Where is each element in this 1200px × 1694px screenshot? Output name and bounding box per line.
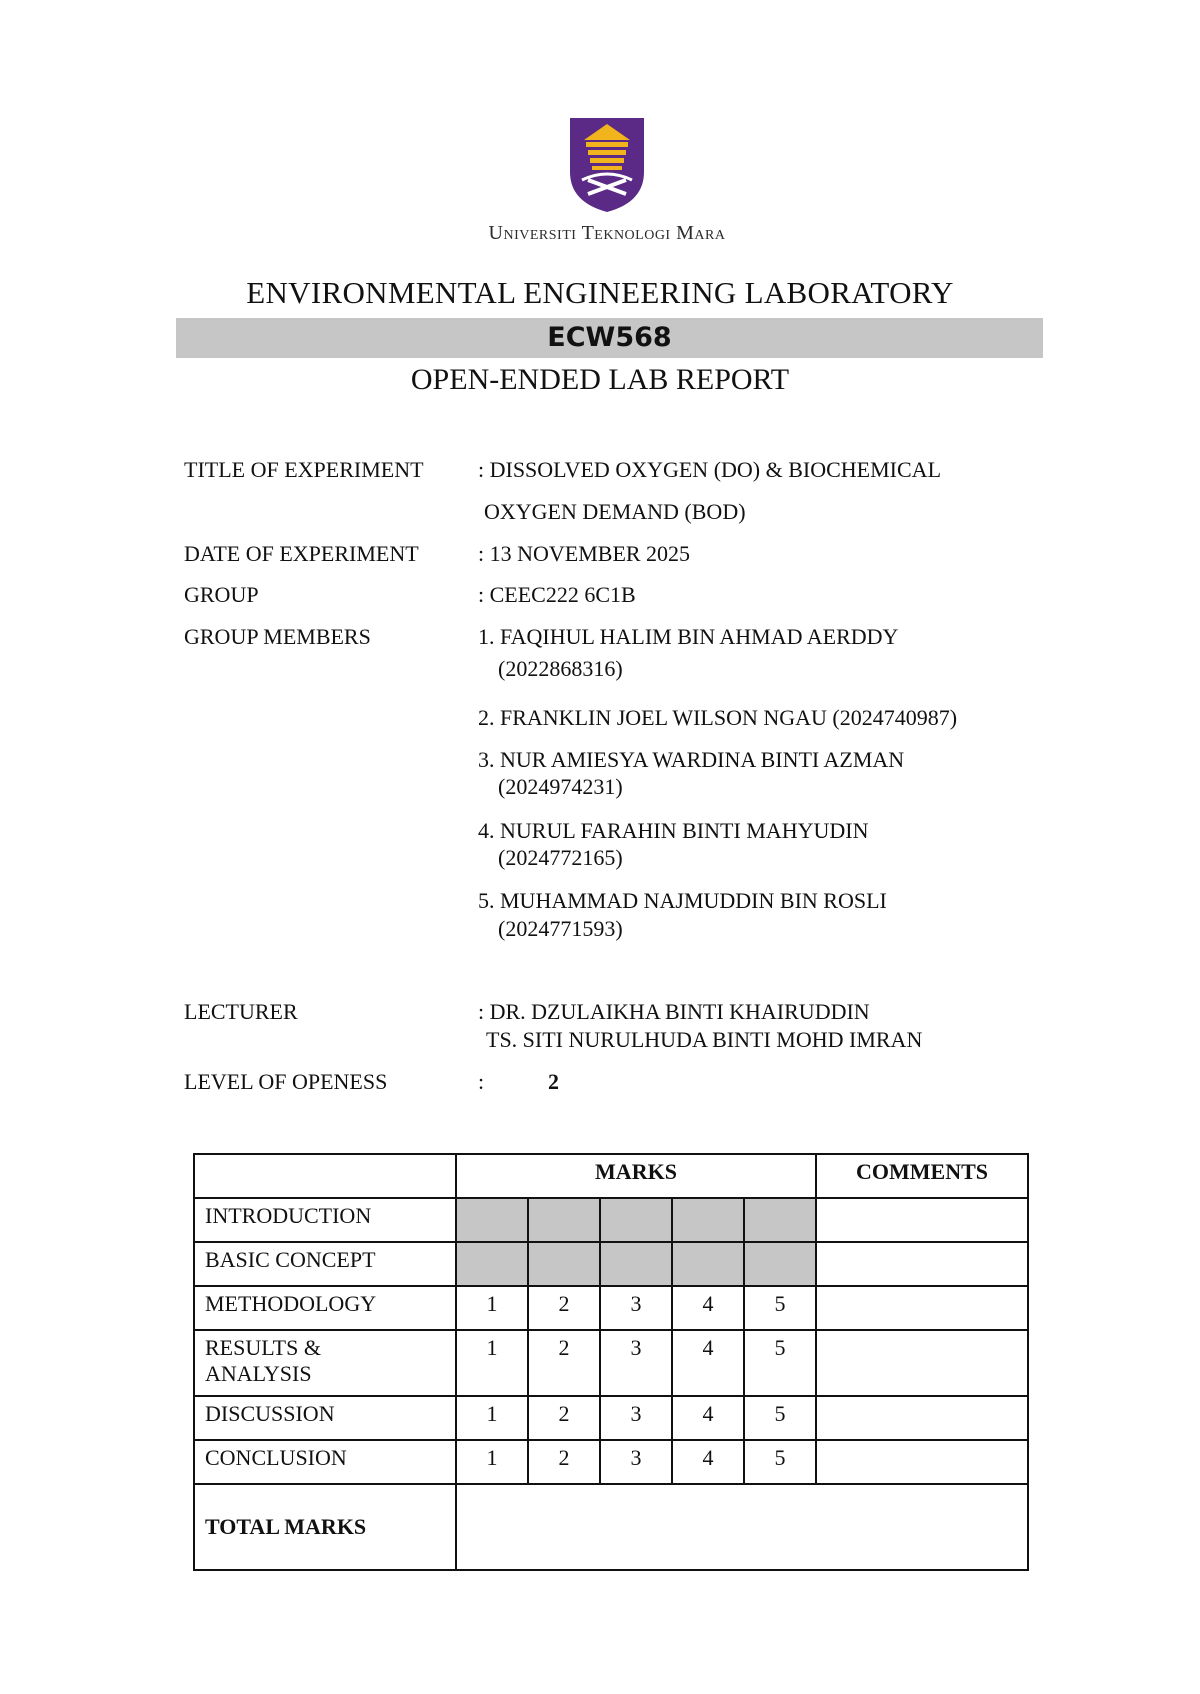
row-label-line1: RESULTS & bbox=[205, 1335, 321, 1360]
comments-header: COMMENTS bbox=[816, 1154, 1028, 1198]
table-row bbox=[194, 1396, 1028, 1440]
comment-cell bbox=[816, 1330, 1028, 1396]
openness-label: LEVEL OF OPENESS bbox=[184, 1069, 388, 1094]
report-subtitle: OPEN-ENDED LAB REPORT bbox=[410, 363, 790, 396]
table-row bbox=[194, 1330, 1028, 1396]
score-cell: 1 bbox=[456, 1396, 528, 1440]
comment-cell bbox=[816, 1286, 1028, 1330]
member-1: 1. FAQIHUL HALIM BIN AHMAD AERDDY bbox=[478, 624, 899, 649]
row-label: BASIC CONCEPT bbox=[194, 1242, 456, 1286]
score-cell: 4 bbox=[672, 1286, 744, 1330]
score-cell: 1 bbox=[456, 1440, 528, 1484]
lecturer-1: : DR. DZULAIKHA BINTI KHAIRUDDIN bbox=[478, 999, 870, 1024]
marks-table bbox=[193, 1153, 1029, 1571]
score-cell: 3 bbox=[600, 1330, 672, 1396]
member-2: 2. FRANKLIN JOEL WILSON NGAU (2024740987) bbox=[478, 705, 958, 730]
score-cell bbox=[672, 1242, 744, 1286]
university-name: Universiti Teknologi Mara bbox=[488, 222, 726, 244]
row-label: INTRODUCTION bbox=[194, 1198, 456, 1242]
score-cell: 5 bbox=[744, 1286, 816, 1330]
score-cell: 1 bbox=[456, 1330, 528, 1396]
comment-cell bbox=[816, 1440, 1028, 1484]
openness-value: 2 bbox=[548, 1069, 559, 1094]
score-cell: 1 bbox=[456, 1286, 528, 1330]
member-1-id: (2022868316) bbox=[498, 656, 623, 681]
row-label-line2: ANALYSIS bbox=[205, 1361, 312, 1386]
date-value: : 13 NOVEMBER 2025 bbox=[478, 541, 691, 566]
row-label: METHODOLOGY bbox=[194, 1286, 456, 1330]
score-cell bbox=[744, 1198, 816, 1242]
score-cell: 4 bbox=[672, 1396, 744, 1440]
member-3: 3. NUR AMIESYA WARDINA BINTI AZMAN bbox=[478, 747, 905, 772]
score-cell: 3 bbox=[600, 1440, 672, 1484]
title-value: : DISSOLVED OXYGEN (DO) & BIOCHEMICAL bbox=[478, 457, 942, 482]
comment-cell bbox=[816, 1198, 1028, 1242]
lab-title: ENVIRONMENTAL ENGINEERING LABORATORY bbox=[246, 275, 954, 310]
total-value-cell bbox=[456, 1484, 1028, 1570]
score-cell: 3 bbox=[600, 1286, 672, 1330]
date-label: DATE OF EXPERIMENT bbox=[184, 541, 419, 566]
lecturer-label: LECTURER bbox=[184, 999, 298, 1024]
score-cell: 5 bbox=[744, 1440, 816, 1484]
group-value: : CEEC222 6C1B bbox=[478, 582, 636, 607]
members-label: GROUP MEMBERS bbox=[184, 624, 371, 649]
member-5: 5. MUHAMMAD NAJMUDDIN BIN ROSLI bbox=[478, 888, 887, 913]
member-4-id: (2024772165) bbox=[498, 845, 623, 870]
member-4: 4. NURUL FARAHIN BINTI MAHYUDIN bbox=[478, 818, 869, 843]
score-cell bbox=[456, 1242, 528, 1286]
score-cell: 2 bbox=[528, 1330, 600, 1396]
course-code: ECW568 bbox=[176, 318, 1043, 358]
uitm-logo bbox=[467, 110, 747, 250]
row-label: DISCUSSION bbox=[194, 1396, 456, 1440]
comment-cell bbox=[816, 1242, 1028, 1286]
score-cell bbox=[528, 1242, 600, 1286]
score-cell bbox=[744, 1242, 816, 1286]
lecturer-2: TS. SITI NURULHUDA BINTI MOHD IMRAN bbox=[486, 1027, 923, 1052]
score-cell: 4 bbox=[672, 1440, 744, 1484]
score-cell bbox=[672, 1198, 744, 1242]
score-cell bbox=[600, 1198, 672, 1242]
row-label bbox=[194, 1330, 456, 1396]
title-label: TITLE OF EXPERIMENT bbox=[184, 457, 424, 482]
score-cell bbox=[456, 1198, 528, 1242]
table-row bbox=[194, 1198, 1028, 1242]
group-label: GROUP bbox=[184, 582, 259, 607]
total-row bbox=[194, 1484, 1028, 1570]
comment-cell bbox=[816, 1396, 1028, 1440]
row-label: CONCLUSION bbox=[194, 1440, 456, 1484]
score-cell: 2 bbox=[528, 1286, 600, 1330]
uitm-crest-icon bbox=[562, 110, 652, 215]
score-cell: 3 bbox=[600, 1396, 672, 1440]
score-cell bbox=[528, 1198, 600, 1242]
score-cell: 5 bbox=[744, 1396, 816, 1440]
score-cell: 2 bbox=[528, 1396, 600, 1440]
member-5-id: (2024771593) bbox=[498, 916, 623, 941]
total-label: TOTAL MARKS bbox=[194, 1484, 456, 1570]
score-cell bbox=[600, 1242, 672, 1286]
score-cell: 4 bbox=[672, 1330, 744, 1396]
score-cell: 2 bbox=[528, 1440, 600, 1484]
title-value-cont: OXYGEN DEMAND (BOD) bbox=[484, 499, 746, 524]
openness-colon: : bbox=[478, 1069, 485, 1094]
score-cell: 5 bbox=[744, 1330, 816, 1396]
table-header-row bbox=[194, 1154, 1028, 1198]
table-row bbox=[194, 1242, 1028, 1286]
member-3-id: (2024974231) bbox=[498, 774, 623, 799]
table-row bbox=[194, 1286, 1028, 1330]
marks-header: MARKS bbox=[456, 1154, 816, 1198]
table-row bbox=[194, 1440, 1028, 1484]
